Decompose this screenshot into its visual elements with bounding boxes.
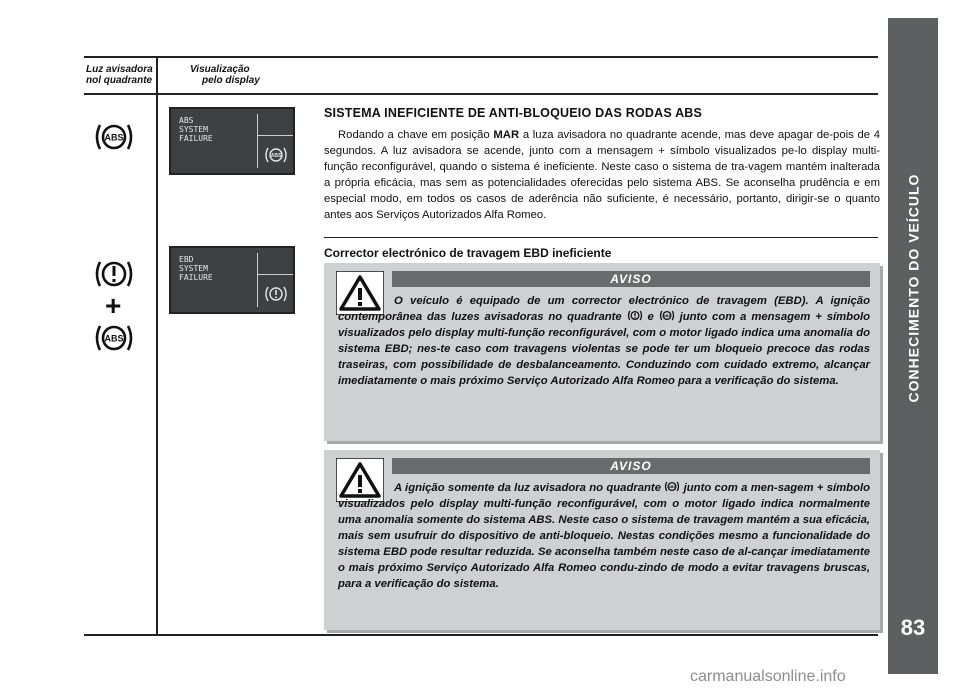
abs-warning-light-icon [92,117,136,157]
column-divider [156,56,158,636]
warning-box-ebd [324,263,880,441]
abs-inline-icon-2 [664,480,680,493]
header-col2: Visualização pelo display [190,64,260,86]
display-abs-failure: ABS SYSTEM FAILURE ABS [169,107,295,175]
header-top-rule [84,56,878,58]
side-tab [888,18,938,674]
display-ebd-failure: EBD SYSTEM FAILURE [169,246,295,314]
section-rule [324,237,878,238]
section-subtitle: Corrector electrónico de travagem EBD ineficiente [324,246,612,260]
brake-inline-icon [627,309,643,322]
warning-label: AVISO [392,271,870,287]
warning-text-abs: A ignição somente da luz avisadora no quadrante ABS junto com a men-sagem + símbolo visualizados pelo display multi-função reconfigurável, com o motor ligado indica normalmente uma anomalia somente do sistema ABS. Neste caso o sistema de travagem mantém a sua eficácia, mais sem usufruir do dispositivo de anti-bloqueio. Nestas condições mesmo a funcionalidade do sistema EBD pode resultar reduzida. Se aconselha também neste caso de al-cançar imediatamente o mais próximo Serviço Autorizado Alfa Romeo condu-zindo de modo a evitar travagens bruscas, para a verificação do sistema. [338,482,871,590]
abs-warning-light-icon-2 [92,318,136,358]
watermark: carmanualsonline.info [690,668,846,685]
page-number: 83 [900,615,926,640]
svg-text:ABS: ABS [104,132,124,143]
svg-text:ABS: ABS [668,484,676,489]
warning-text-ebd: O veículo é equipado de um corrector electrónico de travagem (EBD). A ignição contemporânea das luzes avisadoras no quadrante e ABS junto com a mensagem + símbolo visualizados pelo display multi-função reconfigurável, com o motor ligado indica uma anomalia do sistema EBD; nes-te caso com travagens violentas se pode ter um bloqueio precoce das rodas traseiras, com possibilidade de desbalanceamento. Conduzindo com cuidado extremo, alcançar imediatamente o mais próximo Serviço Autorizado Alfa Romeo para a verificação do sistema. [338,295,871,387]
header-col1: Luz avisadora nol quadrante [86,64,153,86]
chapter-label: CONHECIMENTO DO VEÍCULO [905,173,921,403]
warning-box-abs [324,450,880,630]
warning-label-2: AVISO [392,458,870,474]
abs-symbol-icon [264,145,288,165]
brake-warning-light-icon [92,254,136,294]
svg-text:ABS: ABS [270,153,282,159]
section-paragraph: Rodando a chave em posição MAR a luza avisadora no quadrante acende, mas deve apagar de-pois de 4 segundos. A luz avisadora se acende, junto com a mensagem + símbolo visualizados pe-lo display multi-função reconfigurável, quando o sistema é ineficiente. Neste caso o sistema de tra-vagem mantém inalterada a própria eficácia, mas sem as potencialidades oferecidas pelo sistema ABS. Se aconselha prudência e em especial modo, em todos os casos de aderência não suficiente, é necessário, portanto, dirigir-se o quanto antes aos Serviços Autorizados Alfa Romeo. [324,129,881,221]
header-bottom-rule [84,93,878,95]
section-title: SISTEMA INEFICIENTE DE ANTI-BLOQUEIO DAS RODAS ABS [324,106,703,120]
abs-inline-icon [659,309,675,322]
footer-rule [84,634,878,636]
plus-sign: + [105,290,122,321]
brake-symbol-icon [264,284,288,304]
svg-text:ABS: ABS [663,313,671,318]
svg-text:ABS: ABS [104,333,124,344]
